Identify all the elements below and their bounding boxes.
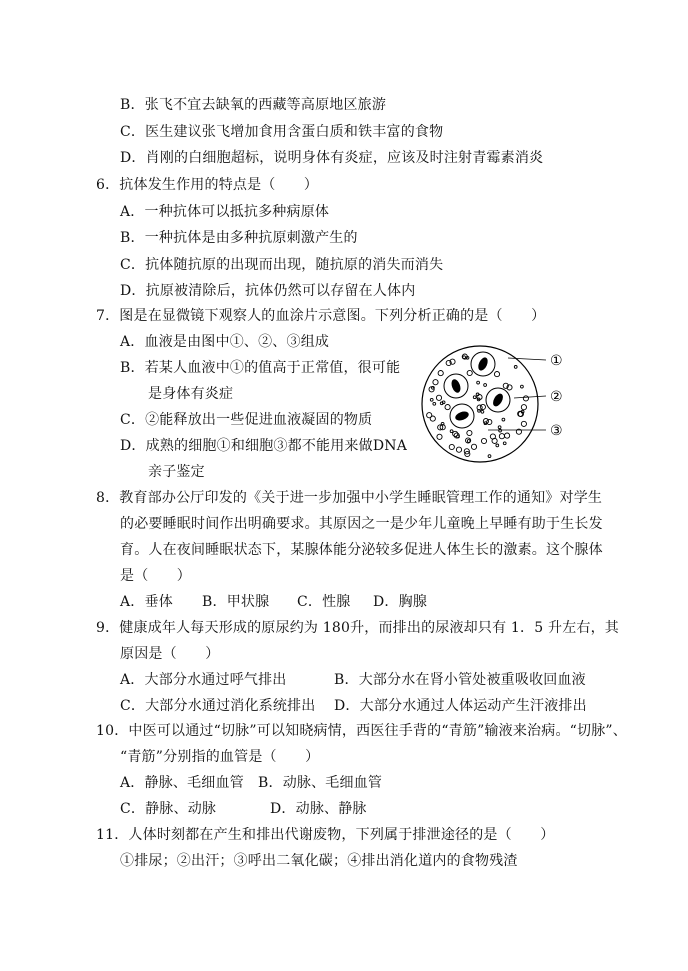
question-9: 9．健康成年人每天形成的原尿约为 180升，而排出的尿液却只有 1．5 升左右，其: [96, 620, 619, 636]
option-continuation: 是身体有炎症: [148, 386, 234, 402]
option-c: C．性腺: [297, 594, 351, 610]
small-cell: [481, 438, 486, 443]
small-cell: [442, 401, 445, 404]
small-cell: [521, 421, 526, 426]
small-cell: [521, 385, 524, 388]
small-cell: [483, 419, 488, 424]
option-line: B．一种抗体是由多种抗原刺激产生的: [120, 230, 358, 246]
small-cell: [438, 371, 443, 376]
option-b: B．动脉、毛细血管: [258, 775, 383, 791]
small-cell: [473, 396, 476, 399]
question-10: 10．中医可以通过“切脉”可以知晓病情，西医往手背的“青筋”输液来治病。“切脉”、: [96, 723, 627, 739]
option-line: C．②能释放出一些促进血液凝固的物质: [120, 412, 373, 428]
small-cell: [487, 419, 492, 424]
small-cell: [445, 405, 450, 410]
question-continuation: 的必要睡眠时间作出明确要求。其原因之一是少年儿童晚上早睡有助于生长发: [120, 516, 603, 532]
blood-smear-diagram: [418, 340, 578, 470]
question-8: 8．教育部办公厅印发的《关于进一步加强中小学生睡眠管理工作的通知》对学生: [96, 490, 603, 506]
small-cell: [433, 380, 438, 385]
leader-line: [508, 358, 546, 360]
small-cell: [430, 416, 435, 421]
question-continuation: 是（ ）: [120, 568, 191, 584]
small-cell: [488, 455, 491, 458]
white-blood-cell: [444, 374, 468, 398]
option-line: C．医生建议张飞增加食用含蛋白质和铁丰富的食物: [120, 124, 444, 140]
option-c: C．静脉、动脉: [120, 801, 217, 817]
option-c: C．大部分水通过消化系统排出: [120, 698, 316, 714]
small-cell: [476, 393, 479, 396]
small-cell: [499, 434, 504, 439]
option-line: B．若某人血液中①的值高于正常值，很可能: [120, 360, 401, 376]
small-cell: [467, 370, 472, 375]
white-blood-cell: [471, 352, 495, 376]
option-b: B．大部分水在肾小管处被重吸收回血液: [334, 672, 586, 688]
question-items: ①排尿；②出汗；③呼出二氧化碳；④排出消化道内的食物残渣: [120, 853, 518, 869]
option-a: A．垂体: [120, 594, 173, 610]
question-6: 6．抗体发生作用的特点是（ ）: [96, 177, 319, 193]
option-d: D．大部分水通过人体运动产生汗液排出: [334, 698, 587, 714]
option-line: D．抗原被清除后，抗体仍然可以存留在人体内: [120, 283, 416, 299]
option-line: A．血液是由图中①、②、③组成: [120, 334, 330, 350]
option-b: B．甲状腺: [202, 594, 270, 610]
small-cell: [467, 430, 472, 435]
small-cell: [494, 372, 499, 377]
small-cell: [463, 356, 466, 359]
small-cell: [437, 434, 442, 439]
small-cell: [521, 405, 526, 410]
option-continuation: 亲子鉴定: [148, 464, 205, 480]
small-cell: [433, 402, 436, 405]
small-cell: [456, 447, 461, 452]
small-cell: [450, 430, 453, 433]
option-d: D．胸腺: [373, 594, 428, 610]
small-cell: [484, 384, 487, 387]
option-a: A．静脉、毛细血管: [120, 775, 244, 791]
white-blood-cell: [486, 388, 510, 412]
small-cell: [430, 398, 433, 401]
option-d: D．动脉、静脉: [270, 801, 367, 817]
option-line: C．抗体随抗原的出现而出现，随抗原的消失而消失: [120, 257, 444, 273]
small-cell: [503, 442, 506, 445]
small-cell: [449, 444, 454, 449]
small-cell: [523, 396, 528, 401]
leader-line: [514, 396, 546, 398]
question-continuation: “青筋”分别指的血管是（ ）: [120, 749, 320, 765]
small-cell: [498, 426, 501, 429]
small-cell: [481, 410, 484, 413]
label-2: ②: [550, 389, 563, 405]
small-cell: [436, 395, 441, 400]
question-7: 7．图是在显微镜下观察人的血涂片示意图。下列分析正确的是（ ）: [96, 308, 546, 324]
white-blood-cell: [450, 404, 474, 428]
small-cell: [502, 418, 505, 421]
small-cell: [496, 444, 499, 447]
label-1: ①: [550, 353, 563, 369]
small-cell: [490, 434, 495, 439]
option-line: D．肖刚的白细胞超标，说明身体有炎症，应该及时注射青霉素消炎: [120, 150, 544, 166]
small-cell: [505, 433, 510, 438]
question-continuation: 育。人在夜间睡眠状态下，某腺体能分泌较多促进人体生长的激素。这个腺体: [120, 542, 603, 558]
question-11: 11．人体时刻都在产生和排出代谢废物，下列属于排泄途径的是（ ）: [96, 827, 555, 843]
small-cell: [471, 444, 476, 449]
option-line: D．成熟的细胞①和细胞③都不能用来做DNA: [120, 438, 408, 454]
small-cell: [477, 381, 480, 384]
option-a: A．大部分水通过呼气排出: [120, 672, 287, 688]
question-continuation: 原因是（ ）: [120, 646, 220, 662]
option-line: B．张飞不宜去缺氧的西藏等高原地区旅游: [120, 97, 387, 113]
small-cell: [457, 435, 460, 438]
small-cell: [514, 366, 517, 369]
label-3: ③: [550, 423, 563, 439]
option-line: A．一种抗体可以抵抗多种病原体: [120, 204, 330, 220]
